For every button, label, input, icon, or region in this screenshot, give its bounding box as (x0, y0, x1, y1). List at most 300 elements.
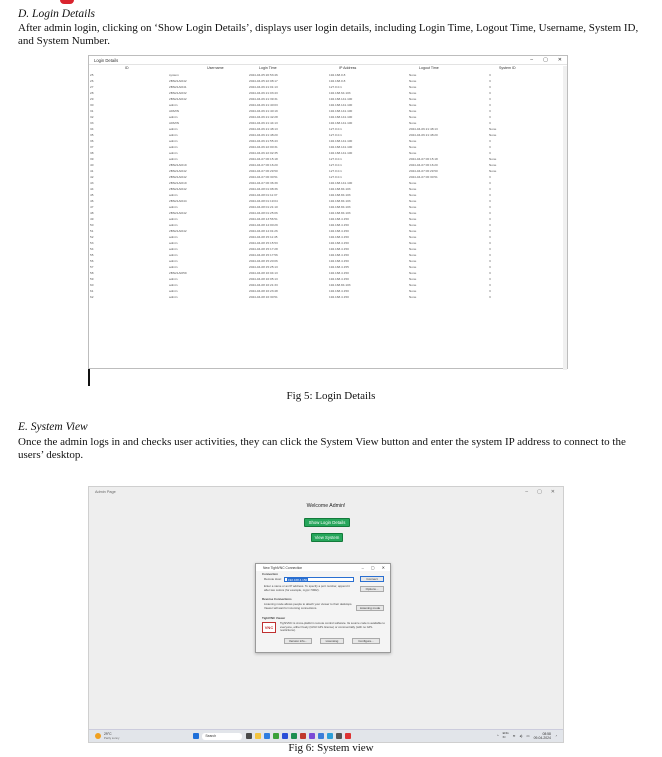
section-e-heading: E. System View (18, 421, 88, 433)
login-details-window (88, 55, 568, 369)
table-cell: None (409, 115, 417, 119)
excel-icon[interactable] (291, 733, 297, 739)
wifi-icon[interactable]: ≋ (512, 734, 516, 738)
figure5-caption: Fig 5: Login Details (286, 390, 376, 402)
table-cell: 127.0.0.1 (329, 169, 342, 173)
table-cell: 192.168.84.103 (329, 283, 351, 287)
table-cell: 192.168.141.100 (329, 181, 353, 185)
table-cell: 192.168.141.100 (329, 97, 353, 101)
tightvnc-viewer-label: TightVNC Viewer (262, 616, 286, 620)
table-cell: None (409, 109, 417, 113)
table-header (89, 66, 565, 72)
system-view-screenshot (88, 486, 564, 743)
store-icon[interactable] (327, 733, 333, 739)
table-cell: None (409, 103, 417, 107)
app-titlebar (89, 487, 563, 497)
table-cell: 59 (90, 277, 94, 281)
vnc-title: New TightVNC Connection (263, 565, 303, 570)
login-table (89, 73, 565, 301)
table-cell: 3 (489, 193, 491, 197)
table-cell: 56 (90, 259, 94, 263)
table-cell: 2BN21AI032 (169, 91, 187, 95)
table-cell: 2024-04-06 21:48:13 (409, 127, 438, 131)
table-cell: admin (169, 139, 178, 143)
table-cell: None (409, 199, 417, 203)
table-cell: 2BN21AI059 (169, 271, 187, 275)
table-cell: admin (169, 115, 178, 119)
table-cell: 38 (90, 151, 94, 155)
table-cell: None (409, 97, 417, 101)
table-cell: 3 (489, 295, 491, 299)
language-indicator[interactable]: ENG IN (502, 731, 509, 739)
table-cell: 192.168.4.150 (329, 229, 349, 233)
table-cell: 2024-04-08 15:17:28 (249, 247, 278, 251)
table-cell: 44 (90, 187, 94, 191)
table-cell: 28 (90, 91, 94, 95)
column-header: ID (125, 66, 129, 70)
table-cell: admin (169, 289, 178, 293)
close-icon[interactable]: ✕ (550, 489, 555, 495)
table-cell: 192.168.141.100 (329, 115, 353, 119)
powerpoint-icon[interactable] (300, 733, 306, 739)
table-cell: 2024-04-08 15:25:13 (249, 265, 278, 269)
version-info-button[interactable]: Version info... (284, 638, 312, 644)
vnc-taskbar-icon[interactable] (345, 733, 351, 739)
table-cell: 37 (90, 145, 94, 149)
table-cell: system (169, 73, 179, 77)
table-cell: 192.168.64.103 (329, 91, 351, 95)
column-header: Logout Time (419, 66, 439, 70)
view-system-button[interactable]: View System (311, 533, 343, 542)
listening-mode-button[interactable]: Listening mode (356, 605, 384, 611)
table-cell: 29 (90, 97, 94, 101)
text-cursor (88, 369, 90, 386)
table-cell: None (409, 73, 417, 77)
windows-taskbar (89, 729, 563, 742)
table-cell: 127.0.0.1 (329, 157, 342, 161)
table-cell: admin (169, 283, 178, 287)
table-cell: None (489, 169, 497, 173)
table-cell: 2BN21AI019 (169, 181, 187, 185)
table-cell: admin (169, 127, 178, 131)
tightvnc-dialog (255, 563, 391, 653)
table-cell: 2BN21AI042 (169, 211, 187, 215)
table-cell: 3 (489, 109, 491, 113)
table-cell: 3 (489, 199, 491, 203)
table-cell: 2024-04-08 13:56:51 (249, 217, 278, 221)
table-cell: 2024-04-06 21:42:28 (249, 115, 278, 119)
table-cell: 192.168.141.100 (329, 145, 353, 149)
table-cell: 3 (489, 97, 491, 101)
table-cell: 3 (489, 253, 491, 257)
column-header: Login Time (259, 66, 277, 70)
table-cell: admin (169, 241, 178, 245)
table-cell: 2BN21AI042 (169, 79, 187, 83)
table-cell: 2BN21AI041 (169, 85, 187, 89)
table-cell: 41 (90, 169, 94, 173)
column-header: Username (207, 66, 224, 70)
table-cell: 2024-04-06 21:44:13 (249, 121, 278, 125)
table-cell: 192.168.0.8 (329, 73, 346, 77)
remote-host-input[interactable] (284, 577, 354, 582)
table-cell: 2BN21AI019 (169, 163, 187, 167)
taskbar-search[interactable] (202, 733, 242, 740)
table-cell: admin (169, 259, 178, 263)
terminal-icon[interactable] (336, 733, 342, 739)
table-cell: 3 (489, 103, 491, 107)
table-cell: None (409, 253, 417, 257)
table-cell: None (409, 283, 417, 287)
start-icon[interactable] (193, 733, 199, 739)
table-cell: 2024-04-07 06:30:51 (249, 175, 278, 179)
remote-host-label: Remote Host: (264, 577, 282, 581)
table-cell: None (409, 211, 417, 215)
table-cell: 192.168.4.150 (329, 247, 349, 251)
table-cell: 60 (90, 283, 94, 287)
table-cell: 2BN21AI042 (169, 229, 187, 233)
section-e-body: Once the admin logs in and checks user activities, they can click the System View button and enter the system IP address to connect to the users’ desktop. (18, 436, 626, 461)
table-cell: None (409, 151, 417, 155)
table-cell: 31 (90, 109, 94, 113)
table-cell: None (409, 259, 417, 263)
table-cell: None (409, 247, 417, 251)
table-cell: 2024-04-08 01:08:36 (249, 187, 278, 191)
table-cell: 2024-04-08 15:15:53 (249, 241, 278, 245)
table-cell: 2024-04-07 06:15:18 (249, 157, 278, 161)
table-cell: 192.168.84.103 (329, 187, 351, 191)
maximize-icon[interactable]: ▢ (537, 489, 542, 495)
table-cell: 3 (489, 277, 491, 281)
table-cell: 2024-04-08 14:00:29 (249, 223, 278, 227)
table-cell: 3 (489, 235, 491, 239)
table-cell: admin (169, 295, 178, 299)
table-cell: 2024-04-06 21:39:31 (249, 97, 278, 101)
table-cell: None (409, 229, 417, 233)
minimize-icon[interactable]: – (361, 565, 364, 570)
table-cell: 192.168.4.150 (329, 241, 349, 245)
table-cell: 2024-04-07 06:30:51 (409, 175, 438, 179)
table-cell: 58 (90, 271, 94, 275)
table-cell: 2024-04-06 21:48:20 (249, 133, 278, 137)
table-cell: 192.168.4.155 (329, 265, 349, 269)
table-cell: None (409, 181, 417, 185)
table-cell: admin (169, 247, 178, 251)
table-cell: 2024-04-08 15:20:06 (249, 259, 278, 263)
table-cell: None (489, 157, 497, 161)
section-d-body: After admin login, clicking on ‘Show Login Details’, displays user login details, including Login Time, Logout Time, Username, System ID, and System Number. (18, 22, 639, 47)
table-cell: 2024-04-08 01:11:37 (249, 193, 278, 197)
table-cell: 3 (489, 271, 491, 275)
table-cell: None (409, 121, 417, 125)
table-cell: 192.168.141.100 (329, 109, 353, 113)
column-header: System ID (499, 66, 516, 70)
weather-icon (95, 733, 101, 739)
table-cell: 192.168.4.150 (329, 295, 349, 299)
table-cell: None (409, 223, 417, 227)
teams-icon[interactable] (309, 733, 315, 739)
table-cell: 3 (489, 241, 491, 245)
table-cell: admin (169, 217, 178, 221)
table-cell: None (409, 187, 417, 191)
table-cell: 57 (90, 265, 94, 269)
table-cell: admin (169, 277, 178, 281)
table-cell: None (409, 271, 417, 275)
vscode-icon[interactable] (318, 733, 324, 739)
table-cell: 2024-04-08 14:01:26 (249, 229, 278, 233)
table-cell: 2024-04-07 06:16:20 (249, 163, 278, 167)
table-cell: 53 (90, 241, 94, 245)
table-cell: 192.168.4.150 (329, 217, 349, 221)
table-cell: 2024-04-06 22:00:31 (249, 145, 278, 149)
show-login-details-button[interactable]: Show Login Details (304, 518, 350, 527)
table-cell: 192.168.4.150 (329, 223, 349, 227)
table-cell: 2024-04-05 22:08:17 (249, 79, 278, 83)
table-cell: 51 (90, 229, 94, 233)
table-cell: 50 (90, 223, 94, 227)
table-cell: 192.168.141.100 (329, 121, 353, 125)
table-cell: 192.168.4.150 (329, 259, 349, 263)
app-title: Admin Page (95, 490, 116, 494)
table-cell: 2024-04-07 06:15:18 (409, 157, 438, 161)
minimize-icon[interactable]: – (525, 489, 529, 495)
table-cell: 192.168.84.103 (329, 211, 351, 215)
weather-widget[interactable] (95, 732, 119, 740)
table-cell: admin (169, 151, 178, 155)
table-cell: 2024-04-07 06:29:50 (409, 169, 438, 173)
table-cell: 3 (489, 115, 491, 119)
table-cell: 32 (90, 115, 94, 119)
table-cell: None (409, 85, 417, 89)
table-cell: None (409, 265, 417, 269)
table-cell: 2024-04-08 16:04:13 (249, 271, 278, 275)
table-cell: None (489, 133, 497, 137)
section-d-heading: D. Login Details (18, 8, 95, 20)
table-cell: None (409, 217, 417, 221)
table-cell: 3 (489, 265, 491, 269)
table-cell: 192.168.4.150 (329, 289, 349, 293)
table-cell: 127.0.0.1 (329, 127, 342, 131)
connection-group-label: Connection (262, 572, 278, 576)
table-cell: 3 (489, 289, 491, 293)
window-titlebar (89, 56, 567, 65)
table-cell: 40 (90, 163, 94, 167)
remote-host-value: 192.168.4.150 (288, 578, 308, 582)
table-cell: None (409, 277, 417, 281)
table-cell: admin (169, 223, 178, 227)
table-cell: 192.168.4.150 (329, 235, 349, 239)
table-cell: 3 (489, 181, 491, 185)
table-cell: admin (169, 145, 178, 149)
table-cell: 62 (90, 295, 94, 299)
weather-desc: Partly sunny (104, 736, 120, 740)
connect-button[interactable]: Connect (360, 576, 384, 582)
table-cell: 45 (90, 193, 94, 197)
table-cell: None (489, 127, 497, 131)
table-cell: ADMIN (169, 121, 179, 125)
options-button[interactable]: Options... (360, 586, 384, 592)
table-cell: None (489, 163, 497, 167)
table-cell: 2024-04-08 01:19:04 (249, 199, 278, 203)
table-cell: 2024-04-08 01:21:10 (249, 205, 278, 209)
table-cell: 3 (489, 211, 491, 215)
scrollbar[interactable] (563, 66, 567, 370)
clock-time: 08:58 (542, 732, 551, 736)
table-cell: 2024-04-05 20:53:46 (249, 73, 278, 77)
table-cell: 34 (90, 127, 94, 131)
table-cell: 3 (489, 175, 491, 179)
table-cell: 192.168.0.8 (329, 79, 346, 83)
table-cell: 2024-04-06 21:40:03 (249, 103, 278, 107)
table-cell: 55 (90, 253, 94, 257)
table-cell: None (409, 241, 417, 245)
tray-chevron-icon[interactable]: ^ (497, 734, 499, 738)
table-cell: 192.168.141.100 (329, 103, 353, 107)
table-cell: admin (169, 265, 178, 269)
table-cell: 52 (90, 235, 94, 239)
maximize-icon[interactable]: ▢ (370, 565, 375, 570)
vnc-titlebar (256, 564, 390, 571)
table-cell: 46 (90, 199, 94, 203)
table-cell: 192.168.84.103 (329, 199, 351, 203)
close-icon[interactable]: ✕ (557, 57, 562, 63)
table-cell: 39 (90, 157, 94, 161)
table-cell: 3 (489, 121, 491, 125)
table-cell: 36 (90, 139, 94, 143)
table-cell: None (409, 205, 417, 209)
table-cell: 49 (90, 217, 94, 221)
table-cell: 2BN21AI042 (169, 169, 187, 173)
column-header: IP Address (339, 66, 357, 70)
search-label: Search (205, 734, 217, 738)
reverse-connections-label: Reverse Connections (262, 597, 292, 601)
window-title: Login Details (94, 57, 119, 63)
table-cell: 35 (90, 133, 94, 137)
table-cell: 2024-04-08 16:21:33 (249, 283, 278, 287)
battery-icon[interactable]: ▭ (526, 734, 530, 738)
table-cell: 2024-04-08 15:17:56 (249, 253, 278, 257)
table-cell: 127.0.0.1 (329, 85, 342, 89)
word-icon[interactable] (282, 733, 288, 739)
table-cell: 2024-04-07 06:29:50 (249, 169, 278, 173)
table-cell: 2024-04-08 16:23:48 (249, 289, 278, 293)
table-cell: 3 (489, 187, 491, 191)
red-mark-icon (60, 0, 74, 4)
table-cell: 3 (489, 85, 491, 89)
table-cell: 3 (489, 145, 491, 149)
configure-button[interactable]: Configure... (352, 638, 380, 644)
table-cell: 2BN21AI042 (169, 187, 187, 191)
table-cell: admin (169, 193, 178, 197)
table-cell: 3 (489, 79, 491, 83)
table-cell: 26 (90, 79, 94, 83)
table-cell: None (409, 91, 417, 95)
table-cell: 61 (90, 289, 94, 293)
table-cell: 43 (90, 181, 94, 185)
tightvnc-about-text: TightVNC is cross-platform remote control software. Its source code is available to everyone, either freely (GNU GPL license) or commercially (with no GPL restrictions). (280, 621, 385, 633)
table-cell: 2024-04-08 16:05:13 (249, 277, 278, 281)
maximize-icon[interactable]: ▢ (543, 57, 548, 63)
table-cell: 192.168.141.100 (329, 151, 353, 155)
table-cell: 127.0.0.1 (329, 175, 342, 179)
table-cell: 3 (489, 91, 491, 95)
notification-icon[interactable]: ◔ (554, 734, 557, 738)
table-cell: 3 (489, 73, 491, 77)
table-cell: 47 (90, 205, 94, 209)
table-cell: admin (169, 205, 178, 209)
chrome-icon[interactable] (273, 733, 279, 739)
vnc-logo-icon: VNC (262, 622, 276, 633)
table-cell: None (409, 139, 417, 143)
table-cell: 192.168.141.100 (329, 139, 353, 143)
edge-icon[interactable] (264, 733, 270, 739)
table-cell: 192.168.84.103 (329, 193, 351, 197)
table-cell: ADMIN (169, 109, 179, 113)
table-cell: admin (169, 133, 178, 137)
weather-temp: 29°C (104, 732, 112, 736)
table-cell: 54 (90, 247, 94, 251)
table-cell: admin (169, 235, 178, 239)
clock-date: 09-04-2024 (533, 736, 551, 740)
table-cell: 42 (90, 175, 94, 179)
file-explorer-icon[interactable] (255, 733, 261, 739)
volume-icon[interactable]: ◂) (519, 734, 523, 738)
table-cell: 3 (489, 205, 491, 209)
table-cell: 127.0.0.1 (329, 163, 342, 167)
taskview-icon[interactable] (246, 733, 252, 739)
table-cell: admin (169, 103, 178, 107)
table-cell: 3 (489, 259, 491, 263)
table-cell: 3 (489, 223, 491, 227)
welcome-text: Welcome Admin! (306, 503, 346, 509)
minimize-icon[interactable]: – (530, 57, 534, 63)
table-cell: 2024-04-08 15:11:45 (249, 235, 278, 239)
close-icon[interactable]: ✕ (381, 565, 385, 570)
table-cell: 3 (489, 151, 491, 155)
table-cell: 2024-04-07 06:16:20 (409, 163, 438, 167)
table-cell: admin (169, 157, 178, 161)
table-cell: 2024-04-06 21:48:20 (409, 133, 438, 137)
table-cell: 27 (90, 85, 94, 89)
table-cell: 2024-04-08 01:25:06 (249, 211, 278, 215)
table-cell: 192.168.4.150 (329, 277, 349, 281)
table-cell: 127.0.0.1 (329, 133, 342, 137)
table-cell: 3 (489, 217, 491, 221)
table-cell: None (409, 235, 417, 239)
table-cell: 2024-04-06 22:02:35 (249, 151, 278, 155)
reverse-connections-text: Listening mode allows people to attach your viewer to their desktops. Viewer will wait for incoming connections. (264, 602, 353, 610)
table-cell: 3 (489, 247, 491, 251)
licensing-button[interactable]: Licensing (320, 638, 344, 644)
table-cell: 2024-04-06 21:48:13 (249, 127, 278, 131)
table-cell: None (409, 193, 417, 197)
table-cell: 3 (489, 229, 491, 233)
table-cell: 192.168.4.150 (329, 271, 349, 275)
table-cell: 2024-04-06 21:01:13 (249, 85, 278, 89)
table-cell: 30 (90, 103, 94, 107)
table-cell: 2024-04-07 06:36:39 (249, 181, 278, 185)
figure6-caption: Fig 6: System view (288, 742, 374, 754)
table-cell: 2024-04-08 16:30:51 (249, 295, 278, 299)
table-cell: None (409, 145, 417, 149)
table-cell: 192.168.84.103 (329, 205, 351, 209)
table-cell: 33 (90, 121, 94, 125)
table-cell: 2024-04-06 21:40:19 (249, 109, 278, 113)
table-cell: 2BN21AI042 (169, 97, 187, 101)
connection-hint: Enter a name or an IP address. To specify a port number, append it after two colons (for example, mypc::5902). (264, 584, 350, 592)
table-cell: 2BN21AI042 (169, 175, 187, 179)
table-cell: 192.168.4.150 (329, 253, 349, 257)
table-row (89, 295, 565, 301)
